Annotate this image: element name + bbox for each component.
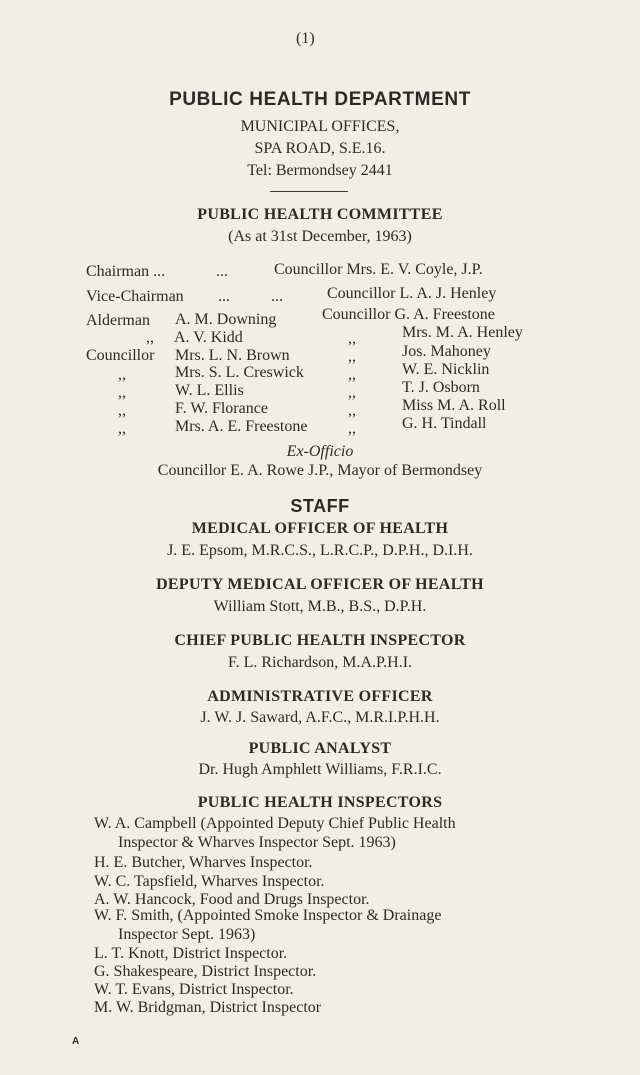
page-number: (1): [296, 30, 315, 47]
telephone: Tel: Bermondsey 2441: [247, 162, 393, 179]
committee-date: (As at 31st December, 1963): [228, 228, 412, 245]
address-line-2: SPA ROAD, S.E.16.: [254, 140, 386, 157]
ex-officio-text: Councillor E. A. Rowe J.P., Mayor of Bermondsey: [157, 462, 483, 479]
ditto-mark: ,,: [348, 330, 356, 347]
section-heading: PUBLIC ANALYST: [248, 740, 392, 757]
ditto-mark: ,,: [348, 384, 356, 401]
ditto-mark: ,,: [348, 348, 356, 365]
chairman-name: Councillor Mrs. E. V. Coyle, J.P.: [274, 261, 483, 278]
department-title: PUBLIC HEALTH DEPARTMENT: [169, 89, 471, 110]
inspector-line: W. A. Campbell (Appointed Deputy Chief Public Health: [94, 815, 456, 832]
inspector-line: Inspector & Wharves Inspector Sept. 1963): [118, 834, 396, 851]
staff-title: STAFF: [290, 496, 350, 516]
section-heading: ADMINISTRATIVE OFFICER: [207, 688, 433, 705]
ditto-mark: ,,: [118, 420, 126, 437]
ditto-mark: ,,: [118, 366, 126, 383]
ditto-mark: ,,: [348, 366, 356, 383]
inspector-line: G. Shakespeare, District Inspector.: [94, 963, 317, 980]
section-name: Dr. Hugh Amphlett Williams, F.R.I.C.: [198, 761, 442, 778]
chairman-label: Chairman ...: [86, 263, 166, 280]
member-name: W. L. Ellis: [175, 382, 244, 399]
section-name: William Stott, M.B., B.S., D.P.H.: [213, 598, 427, 615]
section-name: J. W. J. Saward, A.F.C., M.R.I.P.H.H.: [200, 709, 440, 726]
member-name: A. M. Downing: [175, 311, 277, 328]
section-name: F. L. Richardson, M.A.P.H.I.: [227, 654, 413, 671]
section-name: J. E. Epsom, M.R.C.S., L.R.C.P., D.P.H., D.I.H.: [167, 542, 473, 559]
member-name: A. V. Kidd: [174, 329, 243, 346]
ditto-mark: ,,: [146, 329, 154, 346]
chairman-dots: ...: [216, 263, 228, 280]
councillor-label: Councillor: [86, 347, 155, 364]
member-name: W. E. Nicklin: [402, 361, 490, 378]
inspector-line: W. C. Tapsfield, Wharves Inspector.: [94, 873, 325, 890]
member-name: Mrs. A. E. Freestone: [175, 418, 308, 435]
section-heading: DEPUTY MEDICAL OFFICER OF HEALTH: [156, 576, 484, 593]
ditto-mark: ,,: [118, 384, 126, 401]
section-heading: CHIEF PUBLIC HEALTH INSPECTOR: [174, 632, 466, 649]
member-name: T. J. Osborn: [402, 379, 480, 396]
ditto-mark: ,,: [348, 402, 356, 419]
vice-chairman-name: Councillor L. A. J. Henley: [327, 285, 497, 302]
inspector-line: W. T. Evans, District Inspector.: [94, 981, 294, 998]
inspector-line: L. T. Knott, District Inspector.: [94, 945, 288, 962]
inspector-line: Inspector Sept. 1963): [118, 926, 256, 943]
member-name: Miss M. A. Roll: [402, 397, 506, 414]
ex-officio-label: Ex-Officio: [286, 443, 354, 460]
committee-title: PUBLIC HEALTH COMMITTEE: [197, 206, 443, 223]
vice-chairman-label: Vice-Chairman: [86, 288, 184, 305]
inspector-line: M. W. Bridgman, District Inspector: [94, 999, 322, 1016]
member-name: Mrs. L. N. Brown: [175, 347, 290, 364]
member-name: F. W. Florance: [175, 400, 268, 417]
member-name: Jos. Mahoney: [402, 343, 491, 360]
ditto-mark: ,,: [118, 402, 126, 419]
alderman-label: Alderman: [86, 312, 150, 329]
vice-chairman-dots: ...: [218, 288, 230, 305]
member-name: Mrs. M. A. Henley: [402, 324, 523, 341]
inspectors-heading: PUBLIC HEALTH INSPECTORS: [197, 794, 443, 811]
member-name: Councillor G. A. Freestone: [322, 306, 495, 323]
section-heading: MEDICAL OFFICER OF HEALTH: [191, 520, 449, 537]
member-name: G. H. Tindall: [402, 415, 487, 432]
inspector-line: W. F. Smith, (Appointed Smoke Inspector & Drainage: [94, 907, 442, 924]
signature-mark: A: [72, 1036, 80, 1047]
divider: [270, 191, 348, 192]
member-name: Mrs. S. L. Creswick: [175, 364, 304, 381]
vice-chairman-dots-2: ...: [271, 288, 283, 305]
address-line-1: MUNICIPAL OFFICES,: [240, 118, 400, 135]
ditto-mark: ,,: [348, 420, 356, 437]
inspector-line: A. W. Hancock, Food and Drugs Inspector.: [94, 891, 370, 908]
inspector-line: H. E. Butcher, Wharves Inspector.: [94, 854, 313, 871]
